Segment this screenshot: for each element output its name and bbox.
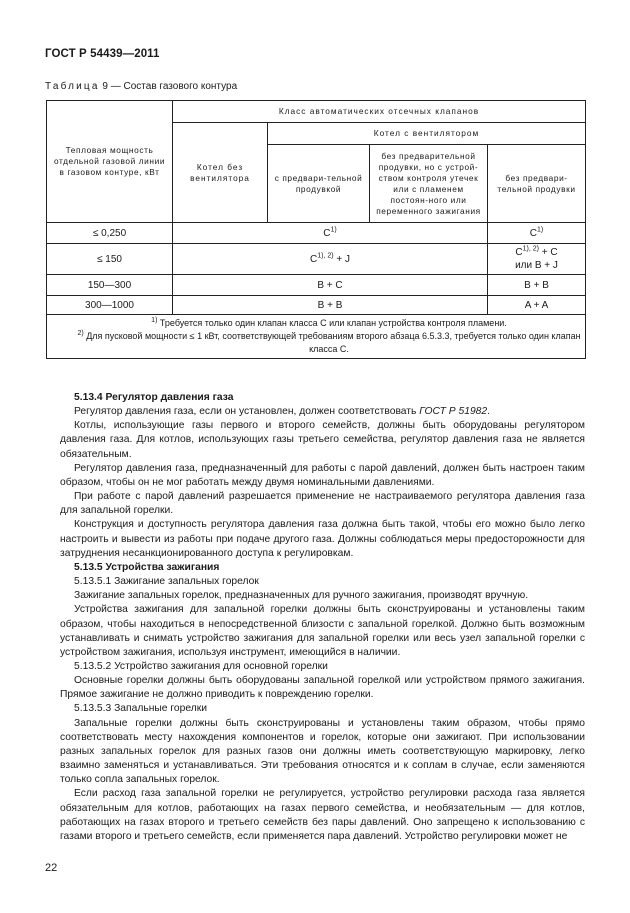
paragraph: Регулятор давления газа, если он установлен, должен соответствовать ГОСТ Р 51982. (74, 406, 490, 418)
subsection-heading: 5.13.5.3 Запальные горелки (74, 703, 208, 715)
cell-valves-mid: B + B (173, 296, 488, 315)
table-row (47, 223, 586, 244)
standard-reference: ГОСТ Р 51982 (419, 406, 488, 418)
page-number: 22 (45, 862, 58, 874)
paragraph: Если расход газа запальной горелки не регулируется, устройство регулировки расхода газа является обязательным для котлов, работающих на газах первого семейства, и необязательным — для котлов, работающих на газах второго и третьего семейств без пары давлений. Оно запрещено к использованию с газами второго и третьего семейств, если применяется пара давлений. Устройство регулировки может не (60, 788, 585, 842)
subsection-heading: 5.13.5.2 Устройство зажигания для основной горелки (74, 660, 328, 672)
subsection-heading: 5.13.5.1 Зажигание запальных горелок (74, 576, 259, 588)
table-row (47, 296, 586, 315)
cell-valves-mid: $C^{1), 2)} + J$ (173, 244, 488, 275)
document-header: ГОСТ Р 54439—2011 (45, 48, 160, 60)
paragraph: Запальные горелки должны быть сконструированы и установлены таким образом, чтобы прямо соответствовать месту нахождения компонентов и горелок, которые они зажигают. При использовании разных запальных горелок для разных газов они должны иметь соответствующую маркировку, легко взаимно заменяться и устанавливаться. Эти требования относятся и к соплам в случае, если заменяются только сопла запальных горелок. (60, 717, 585, 786)
table-notes-row (47, 315, 586, 359)
table-row (47, 244, 586, 275)
cell-valves-mid: B + C (173, 275, 488, 296)
paragraph: Основные горелки должны быть оборудованы запальной горелкой или устройством прямого зажигания. Прямое зажигание не должно приводить к повреждению горелки. (60, 675, 585, 701)
cell-power: 150—300 (47, 275, 173, 296)
cell-power: ≤ 150 (47, 244, 173, 275)
table-caption (45, 81, 237, 92)
cell-valves-right: $C^{1), 2)} + C$ или B + J (488, 244, 586, 275)
table-notes (47, 315, 586, 359)
table-note: $^{2)}$ Для пусковой мощности ≤ 1 кВт, соответствующей требованиям второго абзаца 6.5.3.3, требуется только один клапан класса С. (77, 330, 581, 354)
paragraph: Зажигание запальных горелок, предназначенных для ручного зажигания, производят вручную. (74, 590, 529, 602)
paragraph: При работе с парой давлений разрешается применение не настраиваемого регулятора давления газа для запальной горелки. (60, 491, 585, 517)
cell-valves-right: A + A (488, 296, 586, 315)
paragraph: Конструкция и доступность регулятора давления газа должна быть такой, чтобы его можно было легко настроить и вывести из работы при подаче другого газа. Должны соблюдаться меры предосторожности для затруднения несанкционированного доступа к регулировкам. (60, 519, 585, 559)
header-valve-class: Класс автоматических отсечных клапанов (173, 101, 586, 123)
body-text (60, 391, 585, 844)
cell-power: ≤ 0,250 (47, 223, 173, 244)
header-fan-leak-control: без предварительной продувки, но с устрой-ством контроля утечек или с пламенем постоян-ного или переменного зажигания (370, 145, 488, 223)
table-caption-text: 9 — Состав газового контура (102, 81, 238, 92)
header-power: Тепловая мощность отдельной газовой линии в газовом контуре, кВт (47, 101, 173, 223)
paragraph: Регулятор давления газа, предназначенный для работы с парой давлений, должен быть настроен таким образом, чтобы он не мог работать между двумя номинальными давлениями. (60, 462, 585, 488)
header-with-fan: Котел с вентилятором (268, 123, 586, 145)
header-fan-prepurge: с предвари-тельной продувкой (268, 145, 370, 223)
cell-valves-right: B + B (488, 275, 586, 296)
table-caption-label: Таблица (45, 81, 100, 92)
header-fan-no-prepurge: без предвари-тельной продувки (488, 145, 586, 223)
section-heading: 5.13.4 Регулятор давления газа (74, 392, 234, 403)
paragraph: Котлы, использующие газы первого и второго семейств, должны быть оборудованы регулятором давления газа. Для котлов, использующих газы третьего семейства, регулятор давления газа не является обязательным. (60, 420, 585, 460)
section-heading: 5.13.5 Устройства зажигания (74, 561, 220, 573)
gas-circuit-table (46, 100, 586, 359)
header-no-fan: Котел без вентилятора (173, 123, 268, 223)
paragraph: Устройства зажигания для запальной горелки должны быть сконструированы и установлены таким образом, чтобы находиться в непосредственной близости с запальной горелкой. Должно быть возможным устанавливать и снимать устройство зажигания для запальной горелки или весь узел запальной горелки с устройством зажигания, используя инструмент, имеющийся в наличии. (60, 604, 585, 658)
table-note: $^{1)}$ Требуется только один клапан класса С или клапан устройства контроля пламени. (151, 317, 507, 328)
cell-valves-mid: $C^{1)}$ (173, 223, 488, 244)
cell-valves-right: $C^{1)}$ (488, 223, 586, 244)
table-row (47, 275, 586, 296)
cell-power: 300—1000 (47, 296, 173, 315)
